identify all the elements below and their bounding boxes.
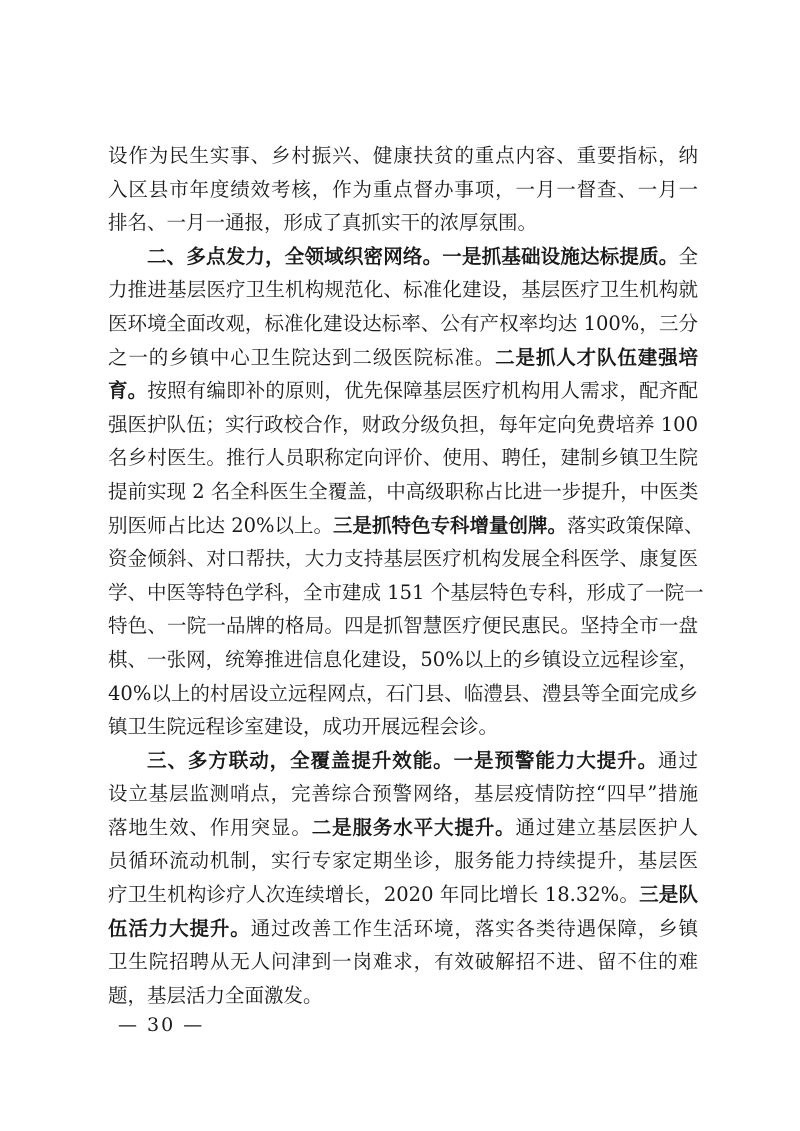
text-line: 之一的乡镇中心卫生院达到二级医院标准。二是抓人才队伍建强培 bbox=[108, 345, 698, 369]
section-heading: 三、多方联动，全覆盖提升效能。 bbox=[147, 748, 454, 772]
text-line: 排名、一月一通报，形成了真抓实干的浓厚氛围。 bbox=[108, 211, 538, 235]
text-line: 提前实现 2 名全科医生全覆盖，中高级职称占比进一步提升，中医类 bbox=[108, 479, 699, 503]
text-line: 镇卫生院远程诊室建设，成功开展远程会诊。 bbox=[108, 715, 499, 739]
text-line: 疗卫生机构诊疗人次连续增长，2020 年同比增长 18.32%。三是队 bbox=[108, 883, 698, 907]
text-line: 卫生院招聘从无人问津到一岗难求，有效破解招不进、留不住的难 bbox=[108, 950, 698, 974]
text-line: 强医护队伍；实行政校合作，财政分级负担，每年定向免费培养 100 bbox=[108, 412, 698, 436]
text-line: 设立基层监测哨点，完善综合预警网络，基层疫情防控“四早”措施 bbox=[108, 782, 698, 806]
text-line: 入区县市年度绩效考核，作为重点督办事项，一月一督查、一月一 bbox=[108, 177, 698, 201]
text-line: 别医师占比达 20%以上。三是抓特色专科增量创牌。落实政策保障、 bbox=[108, 513, 704, 537]
text-line: 40%以上的村居设立远程网点，石门县、临澧县、澧县等全面完成乡 bbox=[108, 681, 698, 705]
subpoint-heading: 伍活力大提升。 bbox=[108, 916, 251, 940]
text-line: 特色、一院一品牌的格局。四是抓智慧医疗便民惠民。坚持全市一盘 bbox=[108, 614, 698, 638]
page-number: — 30 — bbox=[118, 1014, 205, 1036]
subpoint-heading: 一是抓基础设施达标提质。 bbox=[442, 244, 679, 268]
text-line: 员循环流动机制，实行专家定期坐诊，服务能力持续提升，基层医 bbox=[108, 849, 698, 873]
text-line: 名乡村医生。推行人员职称定向评价、使用、聘任，建制乡镇卫生院 bbox=[108, 446, 698, 470]
subpoint-heading: 二是抓人才队伍建强培 bbox=[495, 345, 698, 369]
subpoint-heading: 三是队 bbox=[639, 883, 698, 907]
text-line: 题，基层活力全面激发。 bbox=[108, 983, 323, 1007]
text-line: 伍活力大提升。通过改善工作生活环境，落实各类待遇保障，乡镇 bbox=[108, 916, 698, 940]
subpoint-heading: 三是抓特色专科增量创牌。 bbox=[333, 513, 568, 537]
text-line: 设作为民生实事、乡村振兴、健康扶贫的重点内容、重要指标，纳 bbox=[108, 144, 698, 167]
text-line: 医环境全面改观，标准化建设达标率、公有产权率均达 100%，三分 bbox=[108, 311, 698, 335]
text-line: 育。按照有编即补的原则，优先保障基层医疗机构用人需求，配齐配 bbox=[108, 379, 698, 403]
text-line: 棋、一张网，统筹推进信息化建设，50%以上的乡镇设立远程诊室， bbox=[108, 647, 698, 671]
body-text bbox=[108, 139, 704, 1012]
subpoint-heading: 一是预警能力大提升。 bbox=[453, 748, 659, 772]
text-line: 资金倾斜、对口帮扶，大力支持基层医疗机构发展全科医学、康复医 bbox=[108, 547, 698, 571]
section-heading-line: 三、多方联动，全覆盖提升效能。一是预警能力大提升。通过 bbox=[147, 748, 698, 772]
section-heading: 二、多点发力，全领域织密网络。 bbox=[147, 244, 443, 268]
text-line: 学、中医等特色学科，全市建成 151 个基层特色专科，形成了一院一 bbox=[108, 580, 704, 604]
text-line: 力推进基层医疗卫生机构规范化、标准化建设，基层医疗卫生机构就 bbox=[108, 278, 698, 302]
section-heading-line: 二、多点发力，全领域织密网络。一是抓基础设施达标提质。全 bbox=[147, 244, 698, 268]
subpoint-heading: 二是服务水平大提升。 bbox=[311, 815, 516, 839]
text-line: 落地生效、作用突显。二是服务水平大提升。通过建立基层医护人 bbox=[108, 815, 698, 839]
subpoint-heading: 育。 bbox=[108, 379, 148, 403]
